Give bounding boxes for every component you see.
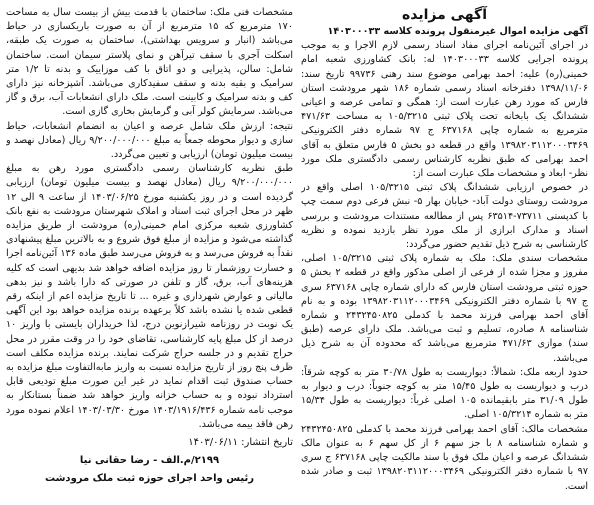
- signature-title: رئیس واحد اجرای حوزه ثبت ملک مرودشت: [45, 473, 254, 485]
- technical-specs-paragraph: مشخصات فنی ملک: ساختمان با قدمت بیش از بیست سال به مساحت ۱۷۰ مترمربع که ۱۵ مترمربع از آن به صورت باریکسازی در حیاط می‌باشد (انبار و سرویس بهداشتی)، ساختمان به صورت یک طبقه، اسکلت آجری با سقف تیرآهن و نمای پلاستر سیمان است. ساختمان شامل: سالن، پذیرایی و دو اتاق با کف موزاییک و بدنه تا ۱/۲ متر سرامیک و بقیه بدنه و سقف سفیدکاری می‌باشد. آشپزخانه نیز دارای کف و بدنه سرامیک و کابینت است. ملک دارای انشعابات آب، برق و گاز می‌باشد. سرمایش کولر آبی و گرمایش بخاری گازی است.: [6, 7, 293, 118]
- valuation-result-paragraph: نتیجه: ارزش ملک شامل عرصه و اعیان به انضمام انشعابات، حیاط سازی و دیوار محوطه جمعاً به مبلغ ۹/۲۰۰/۰۰۰/۰۰۰ ریال (معادل نهصد و بیست میلیون تومان) ارزیابی و تعیین می‌گردد.: [6, 120, 293, 161]
- publish-date: تاریخ انتشار: ۱۴۰۳/۰۶/۱۱: [188, 437, 293, 449]
- reference-code: ۲۱۹۹/م.الف - رضا حقانی نیا: [79, 455, 220, 467]
- notice-subtitle: آگهی مزایده اموال غیرمنقول پرونده کلاسه ۱۴۰۳۰۰۰۳۳: [327, 26, 588, 37]
- case-details-paragraph: در اجرای آئین‌نامه اجرای مفاد اسناد رسمی لازم الاجرا و به موجب پرونده اجرایی کلاسه ۱۴۰۳۰۰۰۳۳ له: بانک کشاورزی شعبه امام خمینی(ره) علیه: احمد بهرامی موضوع سند رهنی ۹۹۷۳۶ تاریخ سند: ۱۳۹۸/۱۱/۰۶ دفترخانه اسناد رسمی شماره ۱۸۶ شهر مرودشت استان فارس که مورد رهن عبارت است از: همگی و تمامی عرصه و اعیانی ششدانگ یک بابخانه تحت پلاک ثبتی ۱۰۵/۳۲۱۵ به مساحت ۴۷۱/۶۳ مترمربع به شماره چاپی ۶۳۷۱۶۸ ج ۹۷ شماره دفتر الکترونیکی ۱۳۹۸۲۰۳۱۱۲۰۰۰۳۴۶۹ واقع در قطعه دو بخش ۵ فارس متعلق به آقای احمد بهرامی که طبق نظریه کارشناس رسمی دادگستری ملک مورد نظر- ابعاد و مشخصات ملک عبارت است از:: [301, 40, 588, 180]
- appraisal-intro-paragraph: در خصوص ارزیابی ششدانگ پلاک ثبتی ۱۰۵/۳۲۱۵ اصلی واقع در مرودشت روستای دولت آباد- خیابان بهار ۵- نبش فرعی دوم سمت چپ با کدپستی ۷۳۷۱۱-۶۳۵۱۴ پس از مطالعه مستندات مرودشت و بررسی اسناد و مدارک ابرازی از ملک مورد نظر بازدید نموده و نظریه کارشناسی به شرح ذیل تقدیم حضور می‌گردد:: [301, 182, 588, 251]
- right-column: [301, 6, 588, 501]
- notice-title: آگهی مزایده: [401, 7, 487, 23]
- left-column: [6, 6, 293, 501]
- auction-terms-paragraph: طبق نظریه کارشناسان رسمی دادگستری مورد رهن به مبلغ ۹/۲۰۰/۰۰۰/۰۰۰ ریال (معادل نهصد و بیست میلیون تومان) ارزیابی گردیده است و در روز یکشنبه مورخ ۱۴۰۳/۰۶/۲۵ از ساعت ۹ الی ۱۲ ظهر در محل اجرای ثبت اسناد و املاک شهرستان مرودشت به نفع بانک کشاورزی شعبه مرکزی امام خمینی(ره) مرودشت از طریق مزایده گذاشته می‌شود و مزایده از مبلغ فوق شروع و به بالاترین مبلغ پیشنهادی نقداً به فروش می‌رسد و به فروش می‌رسد طبق ماده ۱۳۶ آئین‌نامه اجرا و خسارت روزشمار تا روز مزایده اضافه خواهد شد بدیهی است که کلیه هزینه‌های آب، برق، گاز و تلفن در صورتی که دارا باشد و نیز بدهی مالیاتی و عوارض شهرداری و غیره ... تا تاریخ مزایده اعم از اینکه رقم قطعی شده یا نشده باشد کلاً برعهده برنده مزایده خواهد بود این آگهی یک نوبت در روزنامه شیرازنوین درج، لذا خریداران بایستی با واریز ۱۰ درصد از کل مبلغ پایه کارشناسی، تقاضای خود را در وقت مقرر در محل حراج تقدیم و در جلسه حراج شرکت نمایند. برنده مزایده مکلف است ظرف پنج روز از تاریخ مزایده نسبت به واریز مابه‌التفاوت مبلغ مزایده به حساب صندوق ثبت اقدام نماید در غیر این صورت مبلغ تودیعی قابل استرداد نبوده و به حساب خزانه واریز خواهد شد ضمناً بستانکار به موجب نامه شماره ۱۴۰۳/۱۹۱۶/۴۳۶ مورخ ۱۴۰۳/۰۳/۳۰ اعلام نموده مورد رهن فاقد بیمه می‌باشد.: [6, 163, 293, 430]
- deed-details-paragraph: مشخصات سندی ملک: ملک به شماره پلاک ثبتی ۱۰۵/۳۲۱۵ اصلی، مفروز و مجزا شده از فرعی از اصلی مذکور واقع در قطعه ۲ بخش ۵ حوزه ثبتی مرودشت استان فارس که دارای شماره چاپی ۶۳۷۱۶۸ سری ج ۹۷ با شماره دفتر الکترونیکی ۱۳۹۸۲۰۳۱۱۲۰۰۰۳۴۶۹ بوده و به نام آقای احمد بهرامی فرزند محمد با کدملی ۲۴۳۲۴۵۰۸۲۵ و شماره شناسنامه ۸ صادره، تسلیم و ثبت می‌باشد. ملک دارای عرصه (طبق سند) موازی ۴۷۱/۶۳ مترمربع می‌باشد که محدوده آن به شرح ذیل می‌باشد.: [301, 253, 588, 364]
- owner-details-paragraph: مشخصات مالک: آقای احمد بهرامی فرزند محمد با کدملی ۲۴۳۲۴۵۰۸۲۵ و شماره شناسنامه ۸ با جز سهم ۶ از کل سهم ۶ به عنوان مالک ششدانگ عرصه و اعیان ملک فوق با سند مالکیت چاپی ۶۳۷۱۶۸ ج سری ۹۷ با شماره دفتر الکترونیکی ۱۳۹۸۲۰۳۱۱۲۰۰۰۳۴۶۹ ثبت و صادر شده است.: [301, 423, 588, 492]
- boundaries-paragraph: حدود اربعه ملک: شمالاً: دیواریست به طول ۳۰/۷۸ متر به کوچه شرقاً: درب و دیواریست به طول ۱۵/۴۵ متر به کوچه جنوباً: درب و دیوار به طول ۳۱/۰۹ متر بابقیمانده ۱۰۵ اصلی غرباً: دیواریست به طول ۱۵/۳۴ متر به شماره ۱۰۵/۳۲۱۴ اصلی.: [301, 366, 588, 421]
